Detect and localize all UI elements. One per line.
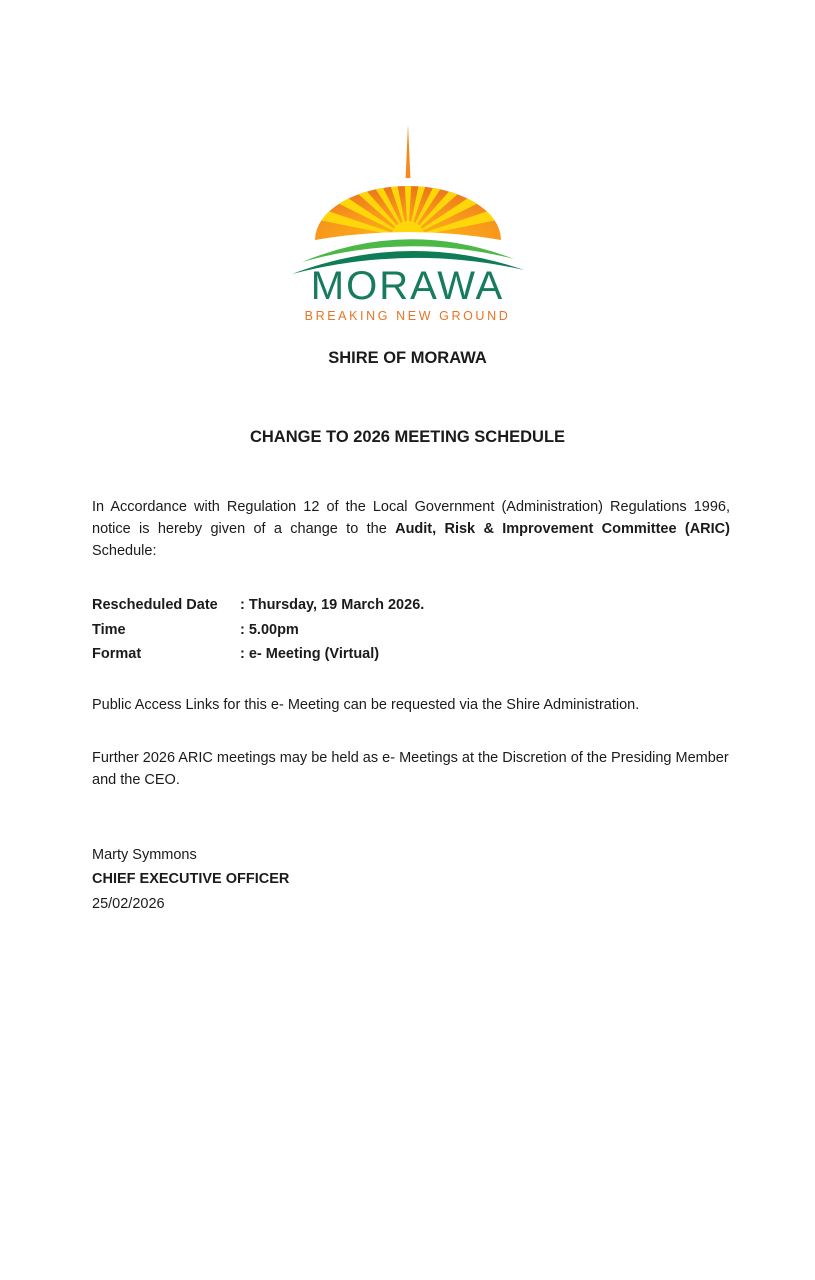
schedule-details <box>92 593 730 667</box>
org-heading: SHIRE OF MORAWA <box>328 349 487 367</box>
logo-wordmark: MORAWA <box>310 264 505 308</box>
notice-date: 25/02/2026 <box>92 895 165 912</box>
detail-label: Rescheduled Date <box>92 597 218 613</box>
detail-label: Time <box>92 621 126 638</box>
signature-block <box>92 843 730 917</box>
notice-title: CHANGE TO 2026 MEETING SCHEDULE <box>249 428 566 446</box>
intro-paragraph <box>92 496 730 562</box>
signatory-title: CHIEF EXECUTIVE OFFICER <box>92 871 290 887</box>
detail-value: : e- Meeting (Virtual) <box>240 646 380 662</box>
further-meetings-paragraph: Further 2026 ARIC meetings may be held as e- Meetings at the Discretion of the Presiding Member and the CEO. <box>92 749 729 788</box>
detail-row-format <box>92 642 730 667</box>
signatory-name: Marty Symmons <box>92 846 197 863</box>
public-access-paragraph: Public Access Links for this e- Meeting can be requested via the Shire Administration. <box>92 696 640 713</box>
detail-value: : 5.00pm <box>240 621 299 638</box>
morawa-logo <box>283 122 533 323</box>
intro-text-pre: In Accordance with Regulation 12 of the Local Government (Administration) Regulations 1996, notice is hereby given of a change to the <box>92 499 730 537</box>
notice-body <box>92 496 730 916</box>
intro-text-post: Schedule: <box>92 543 157 559</box>
sunrise-icon <box>288 122 528 276</box>
detail-row-time <box>92 618 730 643</box>
detail-row-rescheduled-date <box>92 593 730 618</box>
detail-value: : Thursday, 19 March 2026. <box>240 597 425 613</box>
intro-text-bold: Audit, Risk & Improvement Committee (ARIC) <box>395 521 730 537</box>
logo-tagline: BREAKING NEW GROUND <box>304 309 511 323</box>
detail-label: Format <box>92 646 142 662</box>
